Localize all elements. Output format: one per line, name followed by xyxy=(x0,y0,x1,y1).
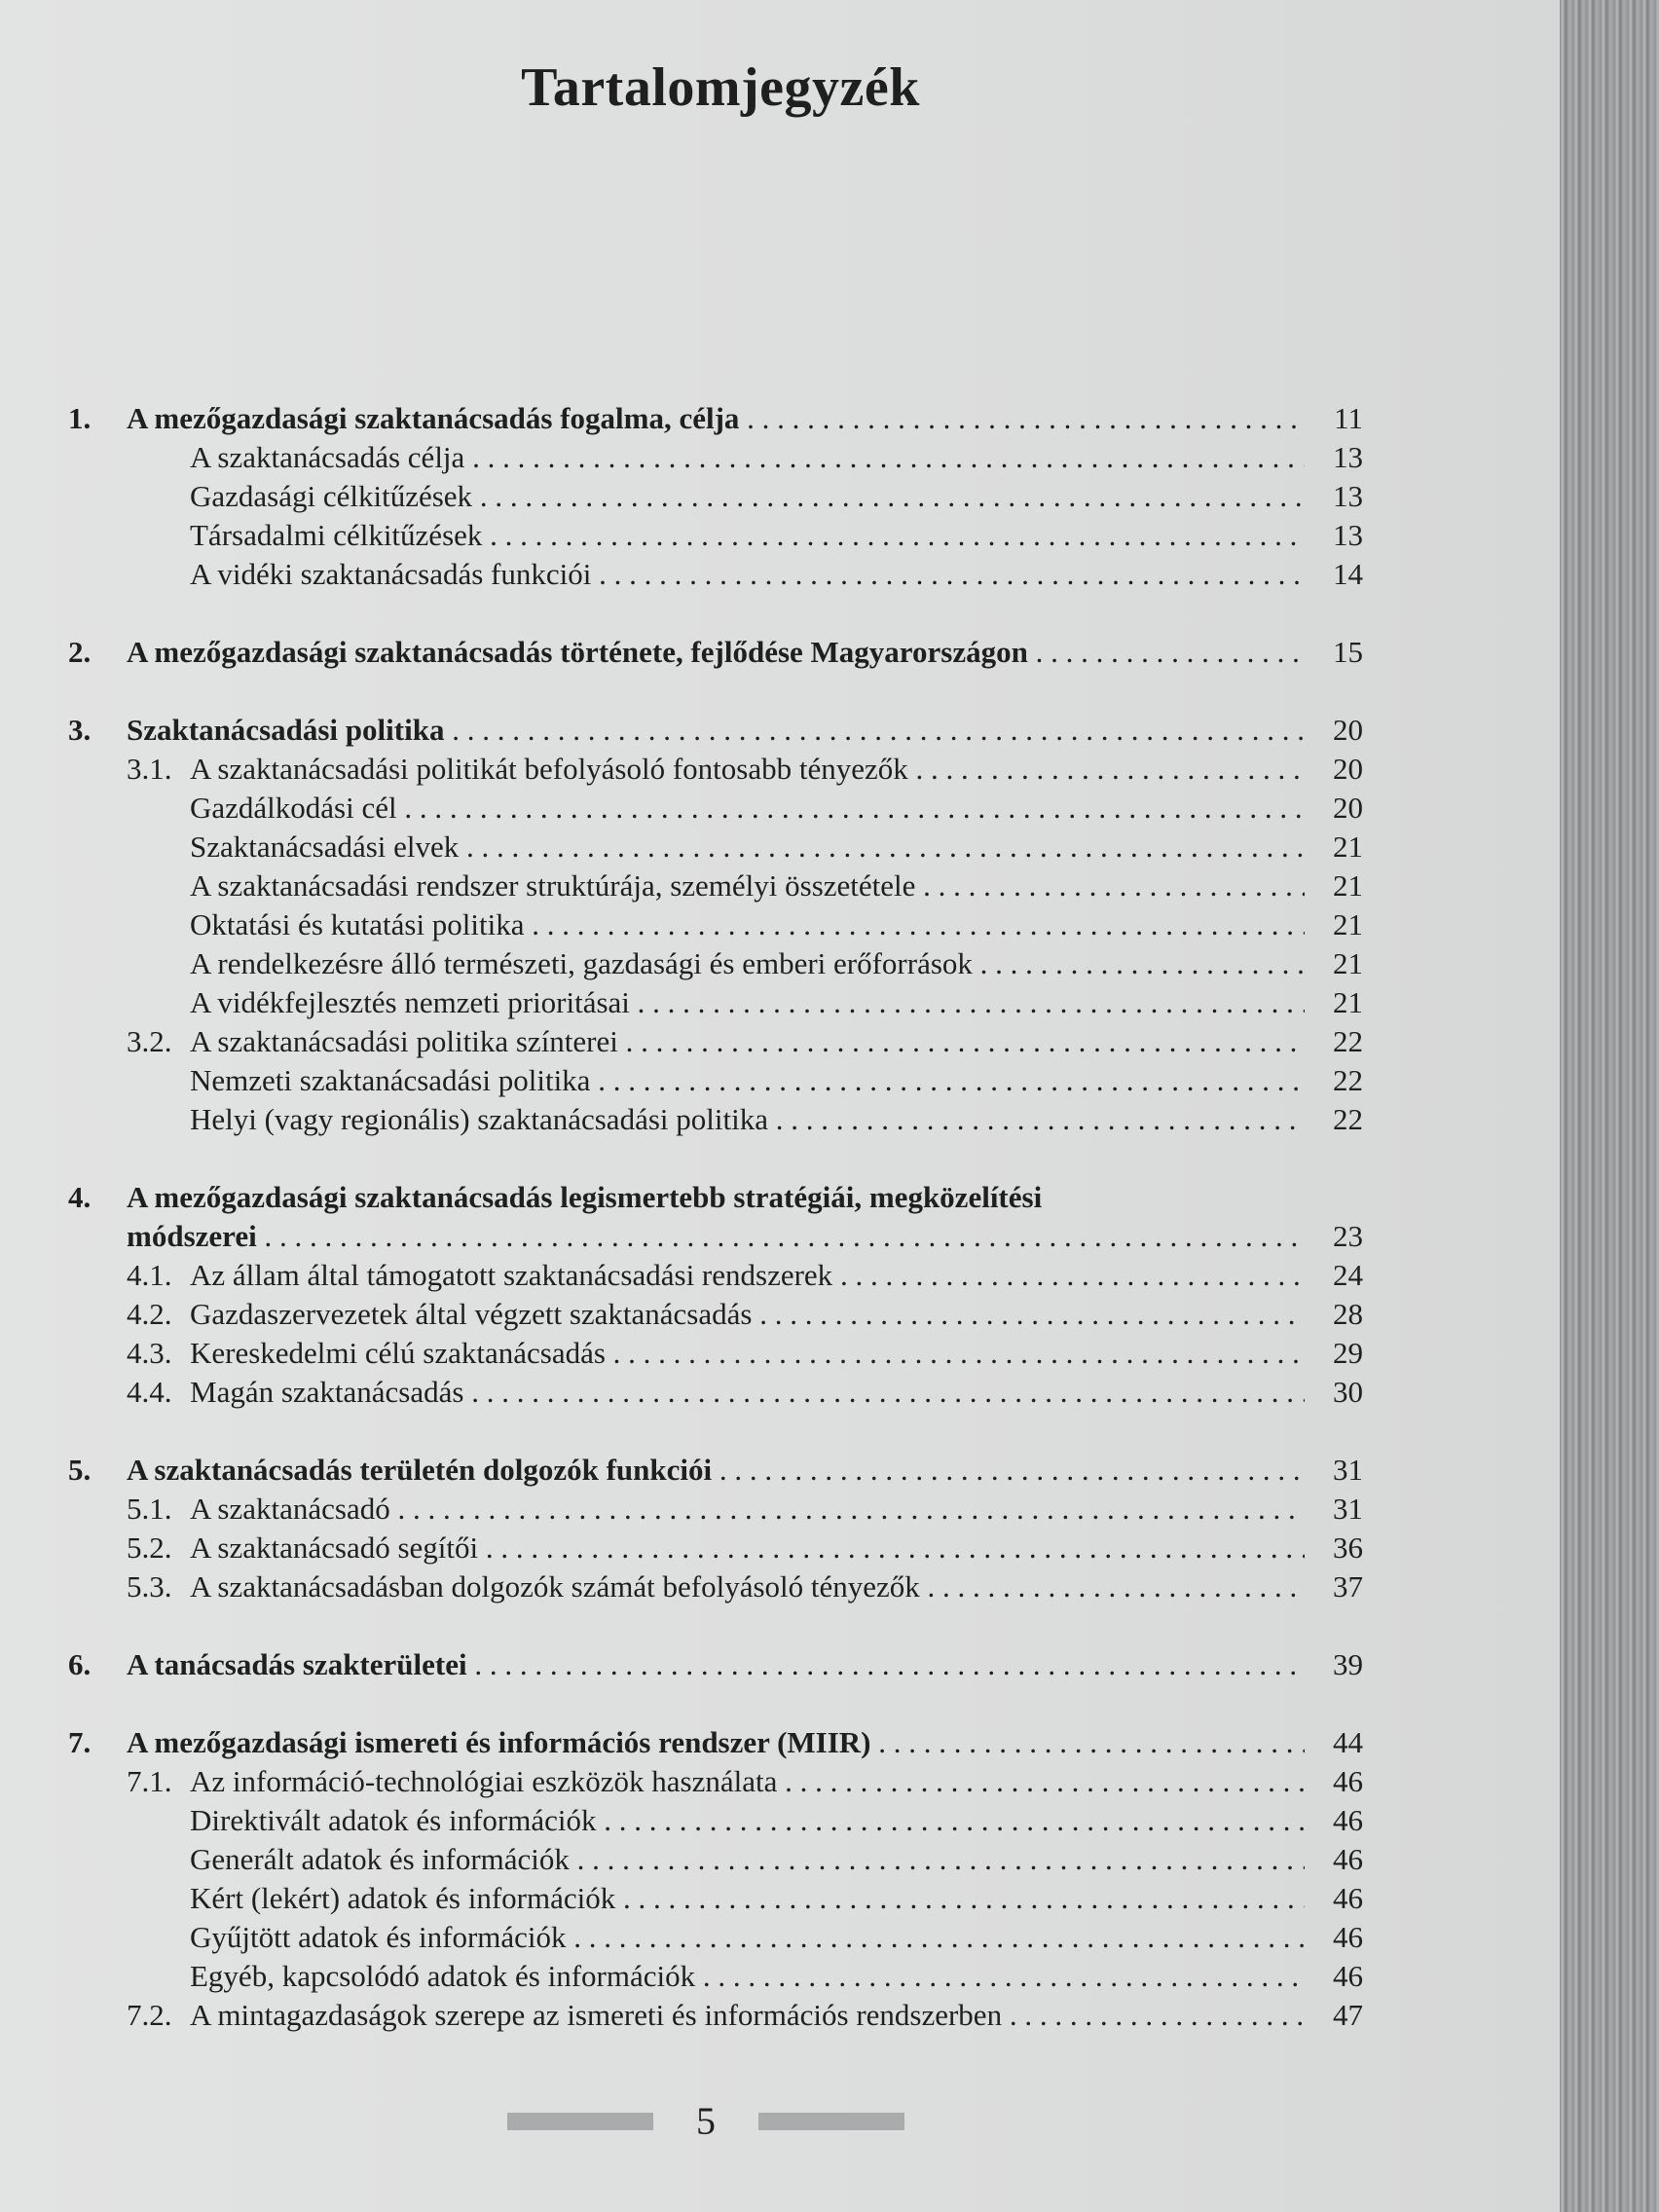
entry-title: A mintagazdaságok szerepe az ismereti és információs rendszerben . . . xyxy=(190,1996,1305,2035)
page-title: Tartalomjegyzék xyxy=(521,57,920,118)
toc-entry xyxy=(68,1100,1363,1139)
entry-page: 28 xyxy=(1333,1297,1363,1331)
toc-section-heading xyxy=(68,1645,1363,1684)
entry-page: 37 xyxy=(1333,1569,1363,1604)
toc-entry xyxy=(68,750,1363,789)
section-number: 1. xyxy=(68,401,92,435)
page-footer xyxy=(0,2098,1412,2144)
entry-page: 30 xyxy=(1333,1375,1363,1409)
entry-number: 3.1. xyxy=(127,752,172,786)
entry-title: A szaktanácsadásban dolgozók számát befolyásoló tényezők . . . xyxy=(190,1567,1305,1606)
section-page: 20 xyxy=(1333,713,1363,747)
entry-page: 20 xyxy=(1333,752,1363,786)
toc-entry xyxy=(68,1373,1363,1412)
entry-title: Oktatási és kutatási politika . . . xyxy=(190,905,1305,944)
entry-title: A szaktanácsadó segítői . . . xyxy=(190,1529,1305,1567)
entry-title: Az állam által támogatott szaktanácsadási rendszerek . . . xyxy=(190,1256,1305,1295)
entry-title: Magán szaktanácsadás . . . xyxy=(190,1373,1305,1412)
entry-page: 46 xyxy=(1333,1803,1363,1837)
section-number: 2. xyxy=(68,635,92,669)
section-gap xyxy=(68,672,1363,711)
entry-title: A szaktanácsadási politika színterei . . . xyxy=(190,1022,1305,1061)
entry-page: 47 xyxy=(1333,1998,1363,2032)
toc-section-heading xyxy=(68,1723,1363,1762)
entry-page: 13 xyxy=(1333,479,1363,513)
entry-title: A rendelkezésre álló természeti, gazdasági és emberi erőforrások . . . xyxy=(190,944,1305,983)
section-number: 4. xyxy=(68,1180,92,1214)
toc-section-heading xyxy=(68,711,1363,750)
entry-title: Kért (lekért) adatok és információk . . . xyxy=(190,1879,1305,1918)
entry-title: A szaktanácsadás célja . . . xyxy=(190,438,1305,477)
toc-entry xyxy=(68,555,1363,594)
entry-page: 20 xyxy=(1333,791,1363,825)
entry-title: A szaktanácsadó . . . xyxy=(190,1490,1305,1529)
toc-entry xyxy=(68,1840,1363,1879)
section-page: 44 xyxy=(1333,1725,1363,1759)
section-number: 7. xyxy=(68,1725,92,1759)
toc-entry xyxy=(68,1334,1363,1373)
entry-page: 13 xyxy=(1333,518,1363,552)
toc-entry xyxy=(68,1918,1363,1957)
entry-title: Gazdálkodási cél . . . xyxy=(190,789,1305,828)
entry-title: Szaktanácsadási elvek . . . xyxy=(190,828,1305,866)
entry-title: Kereskedelmi célú szaktanácsadás . . . xyxy=(190,1334,1305,1373)
section-title: A szaktanácsadás területén dolgozók funkciói . . . xyxy=(127,1451,1305,1490)
entry-number: 5.3. xyxy=(127,1569,172,1604)
entry-page: 46 xyxy=(1333,1959,1363,1993)
section-gap xyxy=(68,594,1363,633)
toc-entry xyxy=(68,1879,1363,1918)
toc-entry xyxy=(68,828,1363,866)
entry-page: 46 xyxy=(1333,1842,1363,1876)
section-gap xyxy=(68,1684,1363,1723)
entry-title: A szaktanácsadási politikát befolyásoló fontosabb tényezők . . . xyxy=(190,750,1305,789)
table-of-contents xyxy=(68,399,1363,2035)
entry-title: A vidékfejlesztés nemzeti prioritásai . . . xyxy=(190,983,1305,1022)
entry-title: Társadalmi célkitűzések . . . xyxy=(190,516,1305,555)
section-title: A mezőgazdasági szaktanácsadás története, fejlődése Magyarországon . . . xyxy=(127,633,1305,672)
entry-title: Gazdaszervezetek által végzett szaktanácsadás . . . xyxy=(190,1295,1305,1334)
footer-bar-right xyxy=(758,2113,904,2130)
toc-entry xyxy=(68,1295,1363,1334)
section-page: 39 xyxy=(1333,1647,1363,1681)
section-title: módszerei . . . xyxy=(127,1217,1305,1256)
entry-page: 21 xyxy=(1333,985,1363,1019)
section-gap xyxy=(68,1606,1363,1645)
entry-page: 22 xyxy=(1333,1063,1363,1097)
entry-page: 46 xyxy=(1333,1920,1363,1954)
toc-entry xyxy=(68,1022,1363,1061)
entry-page: 46 xyxy=(1333,1881,1363,1915)
section-page: 23 xyxy=(1333,1219,1363,1253)
entry-number: 4.2. xyxy=(127,1297,172,1331)
toc-entry xyxy=(68,1529,1363,1567)
toc-entry xyxy=(68,1762,1363,1801)
toc-entry xyxy=(68,438,1363,477)
entry-number: 3.2. xyxy=(127,1024,172,1058)
toc-entry xyxy=(68,477,1363,516)
section-title: Szaktanácsadási politika . . . xyxy=(127,711,1305,750)
entry-title: A szaktanácsadási rendszer struktúrája, személyi összetétele . . . xyxy=(190,866,1305,905)
entry-page: 46 xyxy=(1333,1764,1363,1798)
toc-section-heading xyxy=(68,1217,1363,1256)
section-page: 31 xyxy=(1333,1453,1363,1487)
page-number: 5 xyxy=(696,2099,716,2143)
entry-number: 4.3. xyxy=(127,1336,172,1370)
section-number: 6. xyxy=(68,1647,92,1681)
section-page: 11 xyxy=(1334,401,1363,435)
page-edge xyxy=(1560,0,1659,2212)
toc-section-heading xyxy=(68,1451,1363,1490)
toc-entry xyxy=(68,1996,1363,2035)
section-gap xyxy=(68,1139,1363,1178)
entry-title: Egyéb, kapcsolódó adatok és információk . . . xyxy=(190,1957,1305,1996)
toc-entry xyxy=(68,905,1363,944)
entry-page: 14 xyxy=(1333,557,1363,591)
toc-entry xyxy=(68,789,1363,828)
entry-number: 4.4. xyxy=(127,1375,172,1409)
section-title: A mezőgazdasági szaktanácsadás fogalma, célja . . . xyxy=(127,399,1305,438)
toc-section-heading xyxy=(68,399,1363,438)
entry-page: 21 xyxy=(1333,907,1363,941)
entry-number: 5.2. xyxy=(127,1530,172,1565)
toc-section-heading xyxy=(68,1178,1363,1217)
entry-page: 22 xyxy=(1333,1102,1363,1136)
toc-entry xyxy=(68,983,1363,1022)
entry-page: 22 xyxy=(1333,1024,1363,1058)
toc-entry xyxy=(68,1801,1363,1840)
entry-title: Direktivált adatok és információk . . . xyxy=(190,1801,1305,1840)
entry-page: 24 xyxy=(1333,1258,1363,1292)
entry-number: 7.2. xyxy=(127,1998,172,2032)
entry-number: 4.1. xyxy=(127,1258,172,1292)
section-title-line: A mezőgazdasági szaktanácsadás legismertebb stratégiái, megközelítési xyxy=(127,1180,1043,1214)
toc-entry xyxy=(68,516,1363,555)
toc-entry xyxy=(68,1061,1363,1100)
entry-page: 31 xyxy=(1333,1492,1363,1526)
entry-page: 21 xyxy=(1333,946,1363,980)
section-number: 5. xyxy=(68,1453,92,1487)
section-page: 15 xyxy=(1333,635,1363,669)
entry-title: Generált adatok és információk . . . xyxy=(190,1840,1305,1879)
section-title: A tanácsadás szakterületei . . . xyxy=(127,1645,1305,1684)
toc-entry xyxy=(68,1957,1363,1996)
footer-bar-left xyxy=(507,2113,653,2130)
toc-entry xyxy=(68,1490,1363,1529)
entry-number: 5.1. xyxy=(127,1492,172,1526)
entry-title: Gyűjtött adatok és információk . . . xyxy=(190,1918,1305,1957)
entry-page: 36 xyxy=(1333,1530,1363,1565)
entry-title: Nemzeti szaktanácsadási politika . . . xyxy=(190,1061,1305,1100)
entry-number: 7.1. xyxy=(127,1764,172,1798)
toc-entry xyxy=(68,866,1363,905)
toc-entry xyxy=(68,1567,1363,1606)
toc-entry xyxy=(68,944,1363,983)
toc-section-heading xyxy=(68,633,1363,672)
entry-title: Gazdasági célkitűzések . . . xyxy=(190,477,1305,516)
entry-page: 29 xyxy=(1333,1336,1363,1370)
toc-entry xyxy=(68,1256,1363,1295)
entry-title: Helyi (vagy regionális) szaktanácsadási politika . . . xyxy=(190,1100,1305,1139)
section-number: 3. xyxy=(68,713,92,747)
entry-page: 21 xyxy=(1333,830,1363,864)
section-gap xyxy=(68,1412,1363,1451)
entry-title: A vidéki szaktanácsadás funkciói . . . xyxy=(190,555,1305,594)
entry-title: Az információ-technológiai eszközök használata . . . xyxy=(190,1762,1305,1801)
entry-page: 21 xyxy=(1333,868,1363,903)
section-title: A mezőgazdasági ismereti és információs rendszer (MIIR) . . . xyxy=(127,1723,1305,1762)
entry-page: 13 xyxy=(1333,440,1363,474)
